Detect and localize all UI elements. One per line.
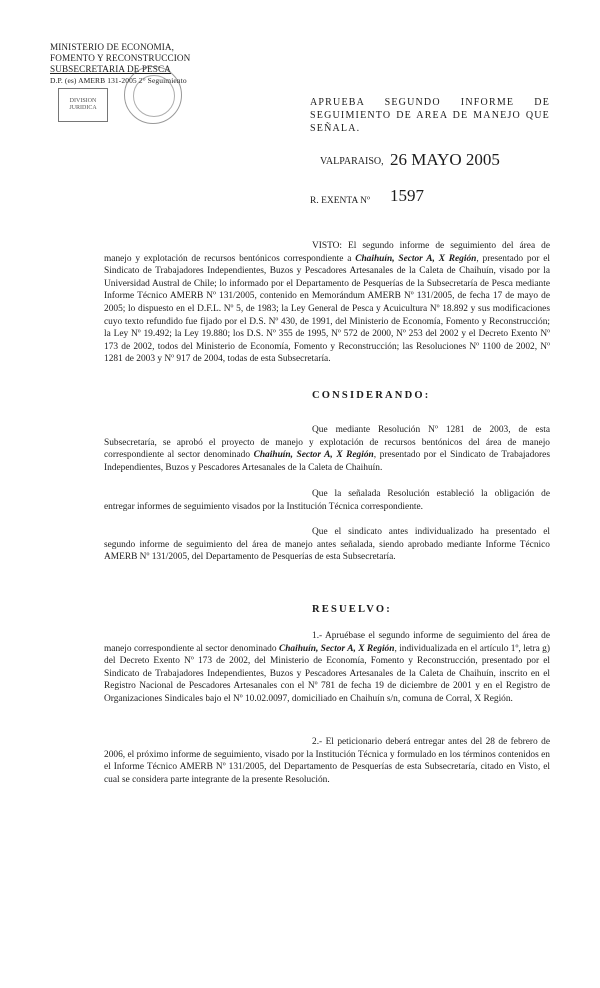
considerando-paragraph-2: Que la señalada Resolución estableció la obligación de entregar informes de seguimiento visados por la Institución Técnica correspondiente. bbox=[104, 489, 550, 512]
exenta-label: R. EXENTA Nº bbox=[310, 196, 370, 206]
resuelvo-paragraph-2: 2.- El peticionario deberá entregar antes del 28 de febrero de 2006, el próximo informe de seguimiento, visado por la Institución Técnica y formulado en los términos contenidos en el Informe Técnico AMERB Nº 131/2005, del Departamento de Pesquerías de esta Subsecretaría, citado en Visto, el cual se considera parte integrante de la presente Resolución. bbox=[104, 737, 550, 785]
considerando-paragraph-1 bbox=[104, 424, 550, 474]
visto-label: VISTO: bbox=[312, 241, 343, 251]
exenta-number: 1597 bbox=[390, 186, 424, 205]
resolution-date: 26 MAYO 2005 bbox=[390, 150, 500, 169]
visto-text-a: El segundo informe de seguimiento del área de manejo y explotación de recursos bentónicos correspondiente a bbox=[104, 241, 550, 264]
considerando-p1-a: Que mediante Resolución Nº 1281 de 2003, de esta Subsecretaría, se aprobó el proyecto de manejo y explotación de recursos bentónicos del área de manejo correspondiente al sector denominado bbox=[104, 425, 550, 461]
visto-sector: Chaihuín, Sector A, X Región bbox=[355, 253, 477, 264]
resuelvo-p1-a: 1.- Apruébase el segundo informe de seguimiento del área de manejo correspondiente al sector denominado bbox=[104, 631, 550, 654]
letterhead-reference: D.P. (es) AMERB 131-2005 2° Seguimiento bbox=[50, 76, 187, 85]
considerando-paragraph-3: Que el sindicato antes individualizado ha presentado el segundo informe de seguimiento del área de manejo antes señalada, siendo aprobado mediante Informe Técnico AMERB Nº 131/2005, del Departamento de Pesquerías de esta Subsecretaría. bbox=[104, 527, 550, 563]
resuelvo-p1-sector: Chaihuín, Sector A, X Región bbox=[278, 643, 395, 654]
letterhead-subsecretaria: SUBSECRETARIA DE PESCA bbox=[50, 64, 171, 74]
considerando-p1-b: , presentado por el Sindicato de Trabajadores Independientes, Buzos y Pescadores Artesanales de la Caleta de Chaihuín. bbox=[104, 450, 550, 473]
visto-text-b: , presentado por el Sindicato de Trabajadores Independientes, Buzos y Pescadores Artesanales de la Caleta de Chaihuín, visado por la Universidad Austral de Chile; lo informado por el Departamento de Pesquerías de la Subsecretaría de Pesca mediante Informe Técnico AMERB Nº 131/2005, contenido en Memorándum AMERB Nº 131/2005, de fecha 17 de mayo de 2005; lo dispuesto en el D.F.L. Nº 5, de 1983; la Ley General de Pesca y Acuicultura Nº 18.892 y sus modificaciones cuyo texto refundido fue fijado por el D.S. Nº 430, de 1991, del Ministerio de Economía, Fomento y Reconstrucción; la Ley Nº 19.492; la Ley 19.880; los D.S. Nº 355 de 1995, Nº 572 de 2000, Nº 253 del 2002 y el Decreto Exento Nº 173 de 2002, todos del Ministerio de Economía, Fomento y Reconstrucción; las Resoluciones Nº 1100 de 2002, Nº 1281 de 2003 y Nº 917 de 2004, todas de esta Subsecretaría. bbox=[104, 253, 550, 365]
considerando-heading: CONSIDERANDO: bbox=[312, 390, 431, 401]
resuelvo-heading: RESUELVO: bbox=[312, 604, 392, 615]
letterhead-ministry: MINISTERIO DE ECONOMIA, bbox=[50, 42, 175, 52]
resuelvo-paragraph-1 bbox=[104, 630, 550, 706]
letterhead-ministry-line2: FOMENTO Y RECONSTRUCCION bbox=[50, 53, 191, 63]
considerando-p1-sector: Chaihuín, Sector A, X Región bbox=[253, 450, 374, 461]
official-seal-icon bbox=[124, 66, 182, 124]
visto-paragraph bbox=[104, 240, 550, 366]
stamp-line1: DIVISION bbox=[69, 98, 97, 104]
resolution-title: APRUEBA SEGUNDO INFORME DE SEGUIMIENTO DE AREA DE MANEJO QUE SEÑALA. bbox=[310, 97, 550, 134]
seal-inner-ring bbox=[133, 75, 175, 117]
division-juridica-stamp bbox=[58, 88, 108, 122]
place-label: VALPARAISO, bbox=[320, 156, 384, 167]
stamp-line2: JURIDICA bbox=[69, 105, 97, 111]
resuelvo-p1-b: , individualizada en el artículo 1º, letra g) del Decreto Exento Nº 173 de 2002, del Ministerio de Economía, Fomento y Reconstrucción, presentado por el Sindicato de Trabajadores Independientes, Buzos y Pescadores Artesanales de la Caleta de Chaihuín, inscrito en el Registro Nacional de Pescadores Artesanales con el Nº 781 de fecha 19 de diciembre de 2001 y en el Registro de Organizaciones Sindicales bajo el Nº 10.02.0097, domiciliado en Chaihuín s/n, comuna de Corral, X Región. bbox=[104, 643, 550, 704]
